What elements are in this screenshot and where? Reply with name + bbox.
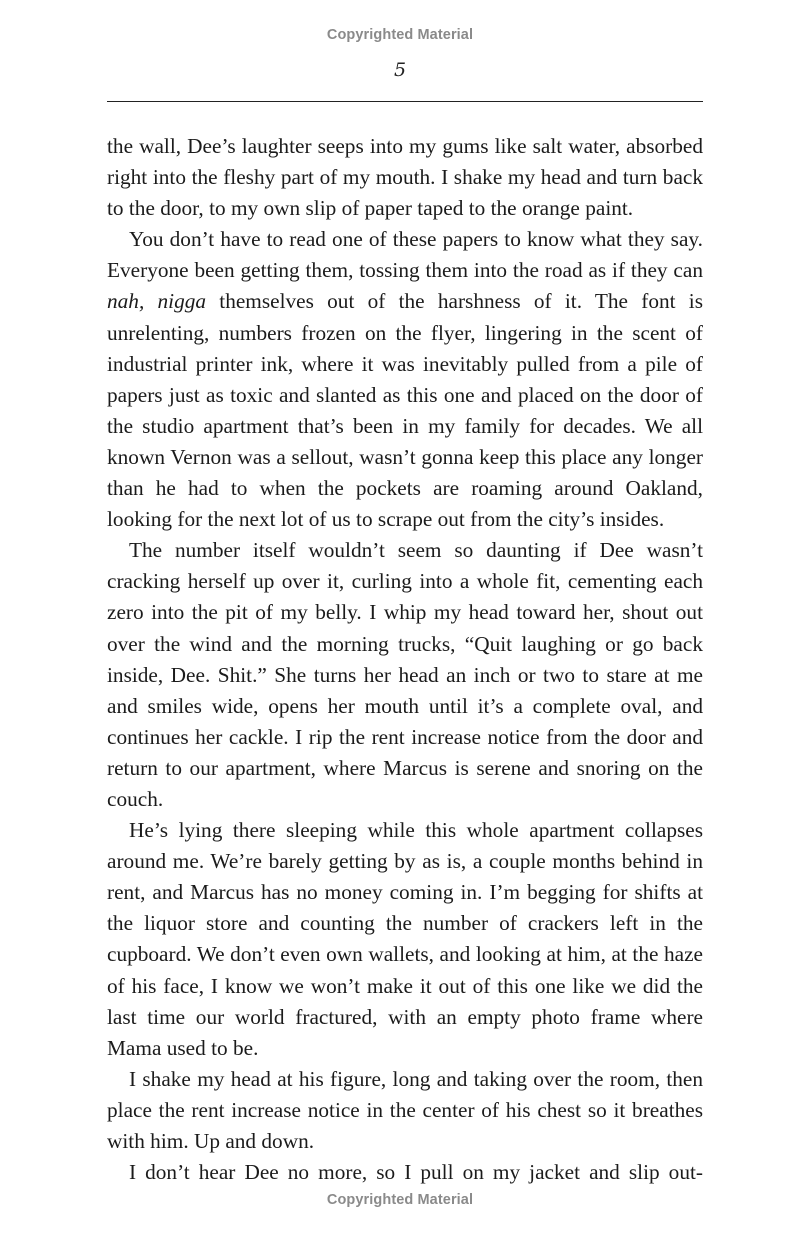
paragraph-5: I shake my head at his figure, long and taking over the room, then place the rent increase notice in the center of his chest so it breathes with him. Up and down. — [107, 1066, 703, 1153]
paragraph-2-text-after: themselves out of the harshness of it. The font is unrelenting, numbers frozen on the flyer, lingering in the scent of industrial printer ink, where it was inevitably pulled from a pile of papers just as toxic and slanted as this one and placed on the door of the studio apartment that’s been in my family for decades. We all known Vernon was a sellout, wasn’t gonna keep this place any longer than he had to when the pockets are roaming around Oakland, looking for the next lot of us to scrape out from the city’s insides. — [107, 289, 703, 532]
paragraph-2-text-before: You don’t have to read one of these papers to know what they say. Everyone been getting them, tossing them into the road as if they can — [107, 227, 703, 283]
paragraph-2 — [107, 224, 703, 535]
header-divider — [107, 101, 703, 102]
body-text — [107, 131, 703, 1188]
copyright-watermark-bottom: Copyrighted Material — [326, 1192, 474, 1208]
paragraph-6: I don’t hear Dee no more, so I pull on my jacket and slip out- — [129, 1160, 703, 1185]
paragraph-3: The number itself wouldn’t seem so daunting if Dee wasn’t cracking herself up over it, curling into a whole fit, cementing each zero into the pit of my belly. I whip my head toward her, shout out over the wind and the morning trucks, “Quit laughing or go back inside, Dee. Shit.” She turns her head an inch or two to stare at me and smiles wide, opens her mouth until it’s a complete oval, and continues her cackle. I rip the rent increase notice from the door and return to our apartment, where Marcus is serene and snoring on the couch. — [107, 538, 703, 811]
copyright-watermark-top: Copyrighted Material — [326, 27, 474, 43]
paragraph-2-italic-phrase: nah, nigga — [107, 289, 207, 314]
paragraph-4: He’s lying there sleeping while this whole apartment collapses around me. We’re barely getting by as is, a couple months behind in rent, and Marcus has no money coming in. I’m begging for shifts at the liquor store and counting the number of crackers left in the cupboard. We don’t even own wallets, and looking at him, at the haze of his face, I know we won’t make it out of this one like we did the last time our world fractured, with an empty photo frame where Mama used to be. — [107, 818, 703, 1060]
page-number: 5 — [393, 59, 407, 81]
paragraph-1: the wall, Dee’s laughter seeps into my gums like salt water, absorbed right into the fleshy part of my mouth. I shake my head and turn back to the door, to my own slip of paper taped to the orange paint. — [107, 134, 703, 221]
